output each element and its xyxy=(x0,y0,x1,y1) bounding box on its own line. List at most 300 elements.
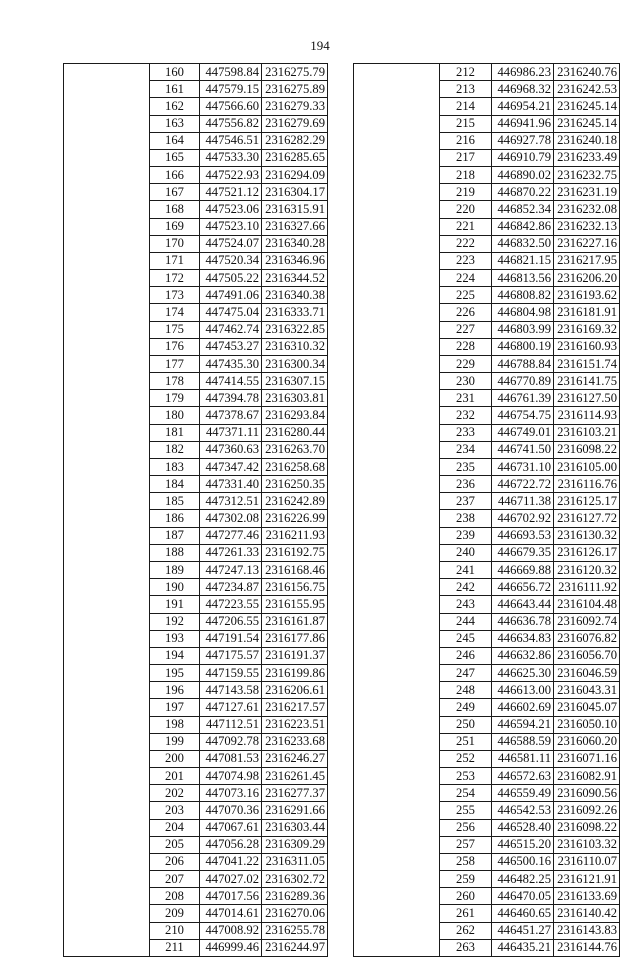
point-number: 203 xyxy=(150,802,200,819)
x-coordinate: 446927.78 xyxy=(492,132,554,149)
point-number: 184 xyxy=(150,476,200,493)
y-coordinate: 2316060.20 xyxy=(554,733,620,750)
point-number: 183 xyxy=(150,458,200,475)
x-coordinate: 447073.16 xyxy=(200,785,262,802)
x-coordinate: 446832.50 xyxy=(492,235,554,252)
point-number: 199 xyxy=(150,733,200,750)
x-coordinate: 447523.06 xyxy=(200,201,262,218)
x-coordinate: 447521.12 xyxy=(200,184,262,201)
x-coordinate: 446594.21 xyxy=(492,716,554,733)
point-number: 208 xyxy=(150,888,200,905)
x-coordinate: 447261.33 xyxy=(200,544,262,561)
point-number: 234 xyxy=(440,441,492,458)
x-coordinate: 447175.57 xyxy=(200,647,262,664)
y-coordinate: 2316311.05 xyxy=(262,853,328,870)
point-number: 212 xyxy=(440,64,492,81)
y-coordinate: 2316092.26 xyxy=(554,802,620,819)
point-number: 196 xyxy=(150,682,200,699)
x-coordinate: 446999.46 xyxy=(200,939,262,956)
y-coordinate: 2316322.85 xyxy=(262,321,328,338)
y-coordinate: 2316309.29 xyxy=(262,836,328,853)
y-coordinate: 2316240.76 xyxy=(554,64,620,81)
y-coordinate: 2316206.20 xyxy=(554,270,620,287)
x-coordinate: 446749.01 xyxy=(492,424,554,441)
point-number: 180 xyxy=(150,407,200,424)
y-coordinate: 2316346.96 xyxy=(262,252,328,269)
point-number: 201 xyxy=(150,768,200,785)
point-number: 200 xyxy=(150,750,200,767)
y-coordinate: 2316327.66 xyxy=(262,218,328,235)
x-coordinate: 446632.86 xyxy=(492,647,554,664)
point-number: 235 xyxy=(440,458,492,475)
x-coordinate: 447331.40 xyxy=(200,476,262,493)
y-coordinate: 2316307.15 xyxy=(262,373,328,390)
x-coordinate: 446788.84 xyxy=(492,355,554,372)
x-coordinate: 447277.46 xyxy=(200,527,262,544)
x-coordinate: 447556.82 xyxy=(200,115,262,132)
point-number: 232 xyxy=(440,407,492,424)
point-number: 168 xyxy=(150,201,200,218)
x-coordinate: 447312.51 xyxy=(200,493,262,510)
x-coordinate: 447070.36 xyxy=(200,802,262,819)
point-number: 192 xyxy=(150,613,200,630)
point-number: 186 xyxy=(150,510,200,527)
y-coordinate: 2316277.37 xyxy=(262,785,328,802)
y-coordinate: 2316090.56 xyxy=(554,785,620,802)
y-coordinate: 2316191.37 xyxy=(262,647,328,664)
y-coordinate: 2316344.52 xyxy=(262,270,328,287)
x-coordinate: 446528.40 xyxy=(492,819,554,836)
point-number: 257 xyxy=(440,836,492,853)
point-number: 220 xyxy=(440,201,492,218)
x-coordinate: 446941.96 xyxy=(492,115,554,132)
y-coordinate: 2316155.95 xyxy=(262,596,328,613)
x-coordinate: 446613.00 xyxy=(492,682,554,699)
y-coordinate: 2316127.72 xyxy=(554,510,620,527)
point-number: 167 xyxy=(150,184,200,201)
y-coordinate: 2316043.31 xyxy=(554,682,620,699)
y-coordinate: 2316242.89 xyxy=(262,493,328,510)
y-coordinate: 2316125.17 xyxy=(554,493,620,510)
point-number: 248 xyxy=(440,682,492,699)
y-coordinate: 2316340.38 xyxy=(262,287,328,304)
x-coordinate: 446761.39 xyxy=(492,390,554,407)
point-number: 175 xyxy=(150,321,200,338)
x-coordinate: 447453.27 xyxy=(200,338,262,355)
x-coordinate: 447522.93 xyxy=(200,167,262,184)
y-coordinate: 2316098.22 xyxy=(554,441,620,458)
point-number: 237 xyxy=(440,493,492,510)
x-coordinate: 447092.78 xyxy=(200,733,262,750)
point-number: 246 xyxy=(440,647,492,664)
x-coordinate: 447014.61 xyxy=(200,905,262,922)
x-coordinate: 446515.20 xyxy=(492,836,554,853)
y-coordinate: 2316232.13 xyxy=(554,218,620,235)
y-coordinate: 2316126.17 xyxy=(554,544,620,561)
point-number: 236 xyxy=(440,476,492,493)
y-coordinate: 2316275.79 xyxy=(262,64,328,81)
point-number: 262 xyxy=(440,922,492,939)
point-number: 172 xyxy=(150,270,200,287)
y-coordinate: 2316181.91 xyxy=(554,304,620,321)
y-coordinate: 2316261.45 xyxy=(262,768,328,785)
point-number: 189 xyxy=(150,561,200,578)
point-number: 227 xyxy=(440,321,492,338)
y-coordinate: 2316303.81 xyxy=(262,390,328,407)
y-coordinate: 2316192.75 xyxy=(262,544,328,561)
y-coordinate: 2316226.99 xyxy=(262,510,328,527)
x-coordinate: 447056.28 xyxy=(200,836,262,853)
x-coordinate: 446986.23 xyxy=(492,64,554,81)
point-number: 224 xyxy=(440,270,492,287)
y-coordinate: 2316156.75 xyxy=(262,579,328,596)
x-coordinate: 446636.78 xyxy=(492,613,554,630)
x-coordinate: 446702.92 xyxy=(492,510,554,527)
x-coordinate: 446482.25 xyxy=(492,871,554,888)
point-number: 241 xyxy=(440,561,492,578)
point-number: 181 xyxy=(150,424,200,441)
y-coordinate: 2316114.93 xyxy=(554,407,620,424)
point-number: 169 xyxy=(150,218,200,235)
y-coordinate: 2316071.16 xyxy=(554,750,620,767)
point-number: 219 xyxy=(440,184,492,201)
point-number: 253 xyxy=(440,768,492,785)
coordinates-table-left xyxy=(63,63,328,957)
table-row xyxy=(354,64,620,81)
y-coordinate: 2316227.16 xyxy=(554,235,620,252)
x-coordinate: 447067.61 xyxy=(200,819,262,836)
y-coordinate: 2316104.48 xyxy=(554,596,620,613)
y-coordinate: 2316151.74 xyxy=(554,355,620,372)
x-coordinate: 446870.22 xyxy=(492,184,554,201)
point-number: 231 xyxy=(440,390,492,407)
x-coordinate: 446588.59 xyxy=(492,733,554,750)
point-number: 258 xyxy=(440,853,492,870)
x-coordinate: 446656.72 xyxy=(492,579,554,596)
point-number: 240 xyxy=(440,544,492,561)
point-number: 244 xyxy=(440,613,492,630)
point-number: 218 xyxy=(440,167,492,184)
x-coordinate: 446581.11 xyxy=(492,750,554,767)
point-number: 247 xyxy=(440,665,492,682)
y-coordinate: 2316105.00 xyxy=(554,458,620,475)
point-number: 202 xyxy=(150,785,200,802)
x-coordinate: 446954.21 xyxy=(492,98,554,115)
x-coordinate: 447523.10 xyxy=(200,218,262,235)
y-coordinate: 2316279.33 xyxy=(262,98,328,115)
y-coordinate: 2316160.93 xyxy=(554,338,620,355)
point-number: 213 xyxy=(440,81,492,98)
y-coordinate: 2316217.95 xyxy=(554,252,620,269)
point-number: 242 xyxy=(440,579,492,596)
point-number: 161 xyxy=(150,81,200,98)
x-coordinate: 447475.04 xyxy=(200,304,262,321)
x-coordinate: 447017.56 xyxy=(200,888,262,905)
y-coordinate: 2316098.22 xyxy=(554,819,620,836)
point-number: 171 xyxy=(150,252,200,269)
x-coordinate: 446813.56 xyxy=(492,270,554,287)
x-coordinate: 446741.50 xyxy=(492,441,554,458)
point-number: 166 xyxy=(150,167,200,184)
x-coordinate: 446821.15 xyxy=(492,252,554,269)
x-coordinate: 446460.65 xyxy=(492,905,554,922)
point-number: 243 xyxy=(440,596,492,613)
x-coordinate: 446470.05 xyxy=(492,888,554,905)
y-coordinate: 2316133.69 xyxy=(554,888,620,905)
y-coordinate: 2316294.09 xyxy=(262,167,328,184)
x-coordinate: 447206.55 xyxy=(200,613,262,630)
x-coordinate: 446890.02 xyxy=(492,167,554,184)
point-number: 228 xyxy=(440,338,492,355)
x-coordinate: 446602.69 xyxy=(492,699,554,716)
point-number: 226 xyxy=(440,304,492,321)
x-coordinate: 447579.15 xyxy=(200,81,262,98)
point-number: 250 xyxy=(440,716,492,733)
point-number: 211 xyxy=(150,939,200,956)
y-coordinate: 2316217.57 xyxy=(262,699,328,716)
x-coordinate: 446770.89 xyxy=(492,373,554,390)
x-coordinate: 446669.88 xyxy=(492,561,554,578)
y-coordinate: 2316056.70 xyxy=(554,647,620,664)
x-coordinate: 447360.63 xyxy=(200,441,262,458)
x-coordinate: 446711.38 xyxy=(492,493,554,510)
x-coordinate: 447371.11 xyxy=(200,424,262,441)
x-coordinate: 447027.02 xyxy=(200,871,262,888)
point-number: 195 xyxy=(150,665,200,682)
point-number: 252 xyxy=(440,750,492,767)
y-coordinate: 2316250.35 xyxy=(262,476,328,493)
y-coordinate: 2316127.50 xyxy=(554,390,620,407)
y-coordinate: 2316242.53 xyxy=(554,81,620,98)
point-number: 233 xyxy=(440,424,492,441)
point-number: 207 xyxy=(150,871,200,888)
point-number: 165 xyxy=(150,149,200,166)
point-number: 162 xyxy=(150,98,200,115)
x-coordinate: 446435.21 xyxy=(492,939,554,956)
y-coordinate: 2316282.29 xyxy=(262,132,328,149)
point-number: 178 xyxy=(150,373,200,390)
x-coordinate: 446804.98 xyxy=(492,304,554,321)
point-number: 179 xyxy=(150,390,200,407)
x-coordinate: 447191.54 xyxy=(200,630,262,647)
point-number: 256 xyxy=(440,819,492,836)
point-number: 164 xyxy=(150,132,200,149)
y-coordinate: 2316275.89 xyxy=(262,81,328,98)
x-coordinate: 446842.86 xyxy=(492,218,554,235)
point-number: 245 xyxy=(440,630,492,647)
point-number: 259 xyxy=(440,871,492,888)
point-number: 225 xyxy=(440,287,492,304)
point-number: 187 xyxy=(150,527,200,544)
y-coordinate: 2316144.76 xyxy=(554,939,620,956)
x-coordinate: 447302.08 xyxy=(200,510,262,527)
x-coordinate: 446572.63 xyxy=(492,768,554,785)
y-coordinate: 2316169.32 xyxy=(554,321,620,338)
y-coordinate: 2316110.07 xyxy=(554,853,620,870)
y-coordinate: 2316340.28 xyxy=(262,235,328,252)
y-coordinate: 2316232.75 xyxy=(554,167,620,184)
x-coordinate: 446852.34 xyxy=(492,201,554,218)
point-number: 221 xyxy=(440,218,492,235)
x-coordinate: 446754.75 xyxy=(492,407,554,424)
y-coordinate: 2316193.62 xyxy=(554,287,620,304)
point-number: 182 xyxy=(150,441,200,458)
y-coordinate: 2316045.07 xyxy=(554,699,620,716)
x-coordinate: 447081.53 xyxy=(200,750,262,767)
y-coordinate: 2316111.92 xyxy=(554,579,620,596)
x-coordinate: 447143.58 xyxy=(200,682,262,699)
point-number: 206 xyxy=(150,853,200,870)
x-coordinate: 447414.55 xyxy=(200,373,262,390)
point-number: 160 xyxy=(150,64,200,81)
x-coordinate: 446643.44 xyxy=(492,596,554,613)
table-row xyxy=(64,64,328,81)
y-coordinate: 2316121.91 xyxy=(554,871,620,888)
x-coordinate: 447520.34 xyxy=(200,252,262,269)
point-number: 260 xyxy=(440,888,492,905)
x-coordinate: 447127.61 xyxy=(200,699,262,716)
point-number: 255 xyxy=(440,802,492,819)
y-coordinate: 2316161.87 xyxy=(262,613,328,630)
y-coordinate: 2316116.76 xyxy=(554,476,620,493)
point-number: 174 xyxy=(150,304,200,321)
y-coordinate: 2316130.32 xyxy=(554,527,620,544)
point-number: 163 xyxy=(150,115,200,132)
point-number: 263 xyxy=(440,939,492,956)
y-coordinate: 2316245.14 xyxy=(554,115,620,132)
x-coordinate: 446910.79 xyxy=(492,149,554,166)
y-coordinate: 2316231.19 xyxy=(554,184,620,201)
y-coordinate: 2316255.78 xyxy=(262,922,328,939)
point-number: 197 xyxy=(150,699,200,716)
y-coordinate: 2316050.10 xyxy=(554,716,620,733)
point-number: 173 xyxy=(150,287,200,304)
x-coordinate: 446625.30 xyxy=(492,665,554,682)
y-coordinate: 2316245.14 xyxy=(554,98,620,115)
x-coordinate: 447394.78 xyxy=(200,390,262,407)
point-number: 223 xyxy=(440,252,492,269)
y-coordinate: 2316303.44 xyxy=(262,819,328,836)
y-coordinate: 2316280.44 xyxy=(262,424,328,441)
point-number: 238 xyxy=(440,510,492,527)
y-coordinate: 2316300.34 xyxy=(262,355,328,372)
y-coordinate: 2316289.36 xyxy=(262,888,328,905)
y-coordinate: 2316279.69 xyxy=(262,115,328,132)
y-coordinate: 2316141.75 xyxy=(554,373,620,390)
point-number: 198 xyxy=(150,716,200,733)
y-coordinate: 2316206.61 xyxy=(262,682,328,699)
blank-column xyxy=(354,64,440,957)
y-coordinate: 2316092.74 xyxy=(554,613,620,630)
y-coordinate: 2316240.18 xyxy=(554,132,620,149)
x-coordinate: 447524.07 xyxy=(200,235,262,252)
x-coordinate: 446559.49 xyxy=(492,785,554,802)
point-number: 229 xyxy=(440,355,492,372)
x-coordinate: 447347.42 xyxy=(200,458,262,475)
x-coordinate: 446451.27 xyxy=(492,922,554,939)
x-coordinate: 447533.30 xyxy=(200,149,262,166)
x-coordinate: 447041.22 xyxy=(200,853,262,870)
y-coordinate: 2316046.59 xyxy=(554,665,620,682)
point-number: 190 xyxy=(150,579,200,596)
x-coordinate: 447074.98 xyxy=(200,768,262,785)
point-number: 230 xyxy=(440,373,492,390)
x-coordinate: 447462.74 xyxy=(200,321,262,338)
point-number: 176 xyxy=(150,338,200,355)
x-coordinate: 447378.67 xyxy=(200,407,262,424)
point-number: 205 xyxy=(150,836,200,853)
x-coordinate: 447159.55 xyxy=(200,665,262,682)
x-coordinate: 447491.06 xyxy=(200,287,262,304)
y-coordinate: 2316232.08 xyxy=(554,201,620,218)
x-coordinate: 447505.22 xyxy=(200,270,262,287)
point-number: 261 xyxy=(440,905,492,922)
y-coordinate: 2316263.70 xyxy=(262,441,328,458)
x-coordinate: 447598.84 xyxy=(200,64,262,81)
point-number: 239 xyxy=(440,527,492,544)
x-coordinate: 446722.72 xyxy=(492,476,554,493)
point-number: 177 xyxy=(150,355,200,372)
x-coordinate: 447546.51 xyxy=(200,132,262,149)
x-coordinate: 447112.51 xyxy=(200,716,262,733)
coordinates-table-right xyxy=(353,63,620,957)
x-coordinate: 446679.35 xyxy=(492,544,554,561)
point-number: 217 xyxy=(440,149,492,166)
y-coordinate: 2316233.68 xyxy=(262,733,328,750)
x-coordinate: 446803.99 xyxy=(492,321,554,338)
point-number: 194 xyxy=(150,647,200,664)
y-coordinate: 2316140.42 xyxy=(554,905,620,922)
y-coordinate: 2316199.86 xyxy=(262,665,328,682)
x-coordinate: 446800.19 xyxy=(492,338,554,355)
y-coordinate: 2316315.91 xyxy=(262,201,328,218)
point-number: 210 xyxy=(150,922,200,939)
x-coordinate: 446731.10 xyxy=(492,458,554,475)
y-coordinate: 2316293.84 xyxy=(262,407,328,424)
y-coordinate: 2316258.68 xyxy=(262,458,328,475)
y-coordinate: 2316291.66 xyxy=(262,802,328,819)
y-coordinate: 2316103.21 xyxy=(554,424,620,441)
y-coordinate: 2316076.82 xyxy=(554,630,620,647)
point-number: 216 xyxy=(440,132,492,149)
point-number: 193 xyxy=(150,630,200,647)
x-coordinate: 447247.13 xyxy=(200,561,262,578)
y-coordinate: 2316082.91 xyxy=(554,768,620,785)
blank-column xyxy=(64,64,150,957)
x-coordinate: 447566.60 xyxy=(200,98,262,115)
point-number: 191 xyxy=(150,596,200,613)
y-coordinate: 2316302.72 xyxy=(262,871,328,888)
point-number: 251 xyxy=(440,733,492,750)
y-coordinate: 2316333.71 xyxy=(262,304,328,321)
x-coordinate: 446968.32 xyxy=(492,81,554,98)
y-coordinate: 2316177.86 xyxy=(262,630,328,647)
y-coordinate: 2316310.32 xyxy=(262,338,328,355)
point-number: 188 xyxy=(150,544,200,561)
y-coordinate: 2316304.17 xyxy=(262,184,328,201)
x-coordinate: 447008.92 xyxy=(200,922,262,939)
y-coordinate: 2316246.27 xyxy=(262,750,328,767)
y-coordinate: 2316143.83 xyxy=(554,922,620,939)
point-number: 185 xyxy=(150,493,200,510)
y-coordinate: 2316233.49 xyxy=(554,149,620,166)
y-coordinate: 2316120.32 xyxy=(554,561,620,578)
y-coordinate: 2316244.97 xyxy=(262,939,328,956)
point-number: 249 xyxy=(440,699,492,716)
y-coordinate: 2316103.32 xyxy=(554,836,620,853)
x-coordinate: 446500.16 xyxy=(492,853,554,870)
y-coordinate: 2316285.65 xyxy=(262,149,328,166)
